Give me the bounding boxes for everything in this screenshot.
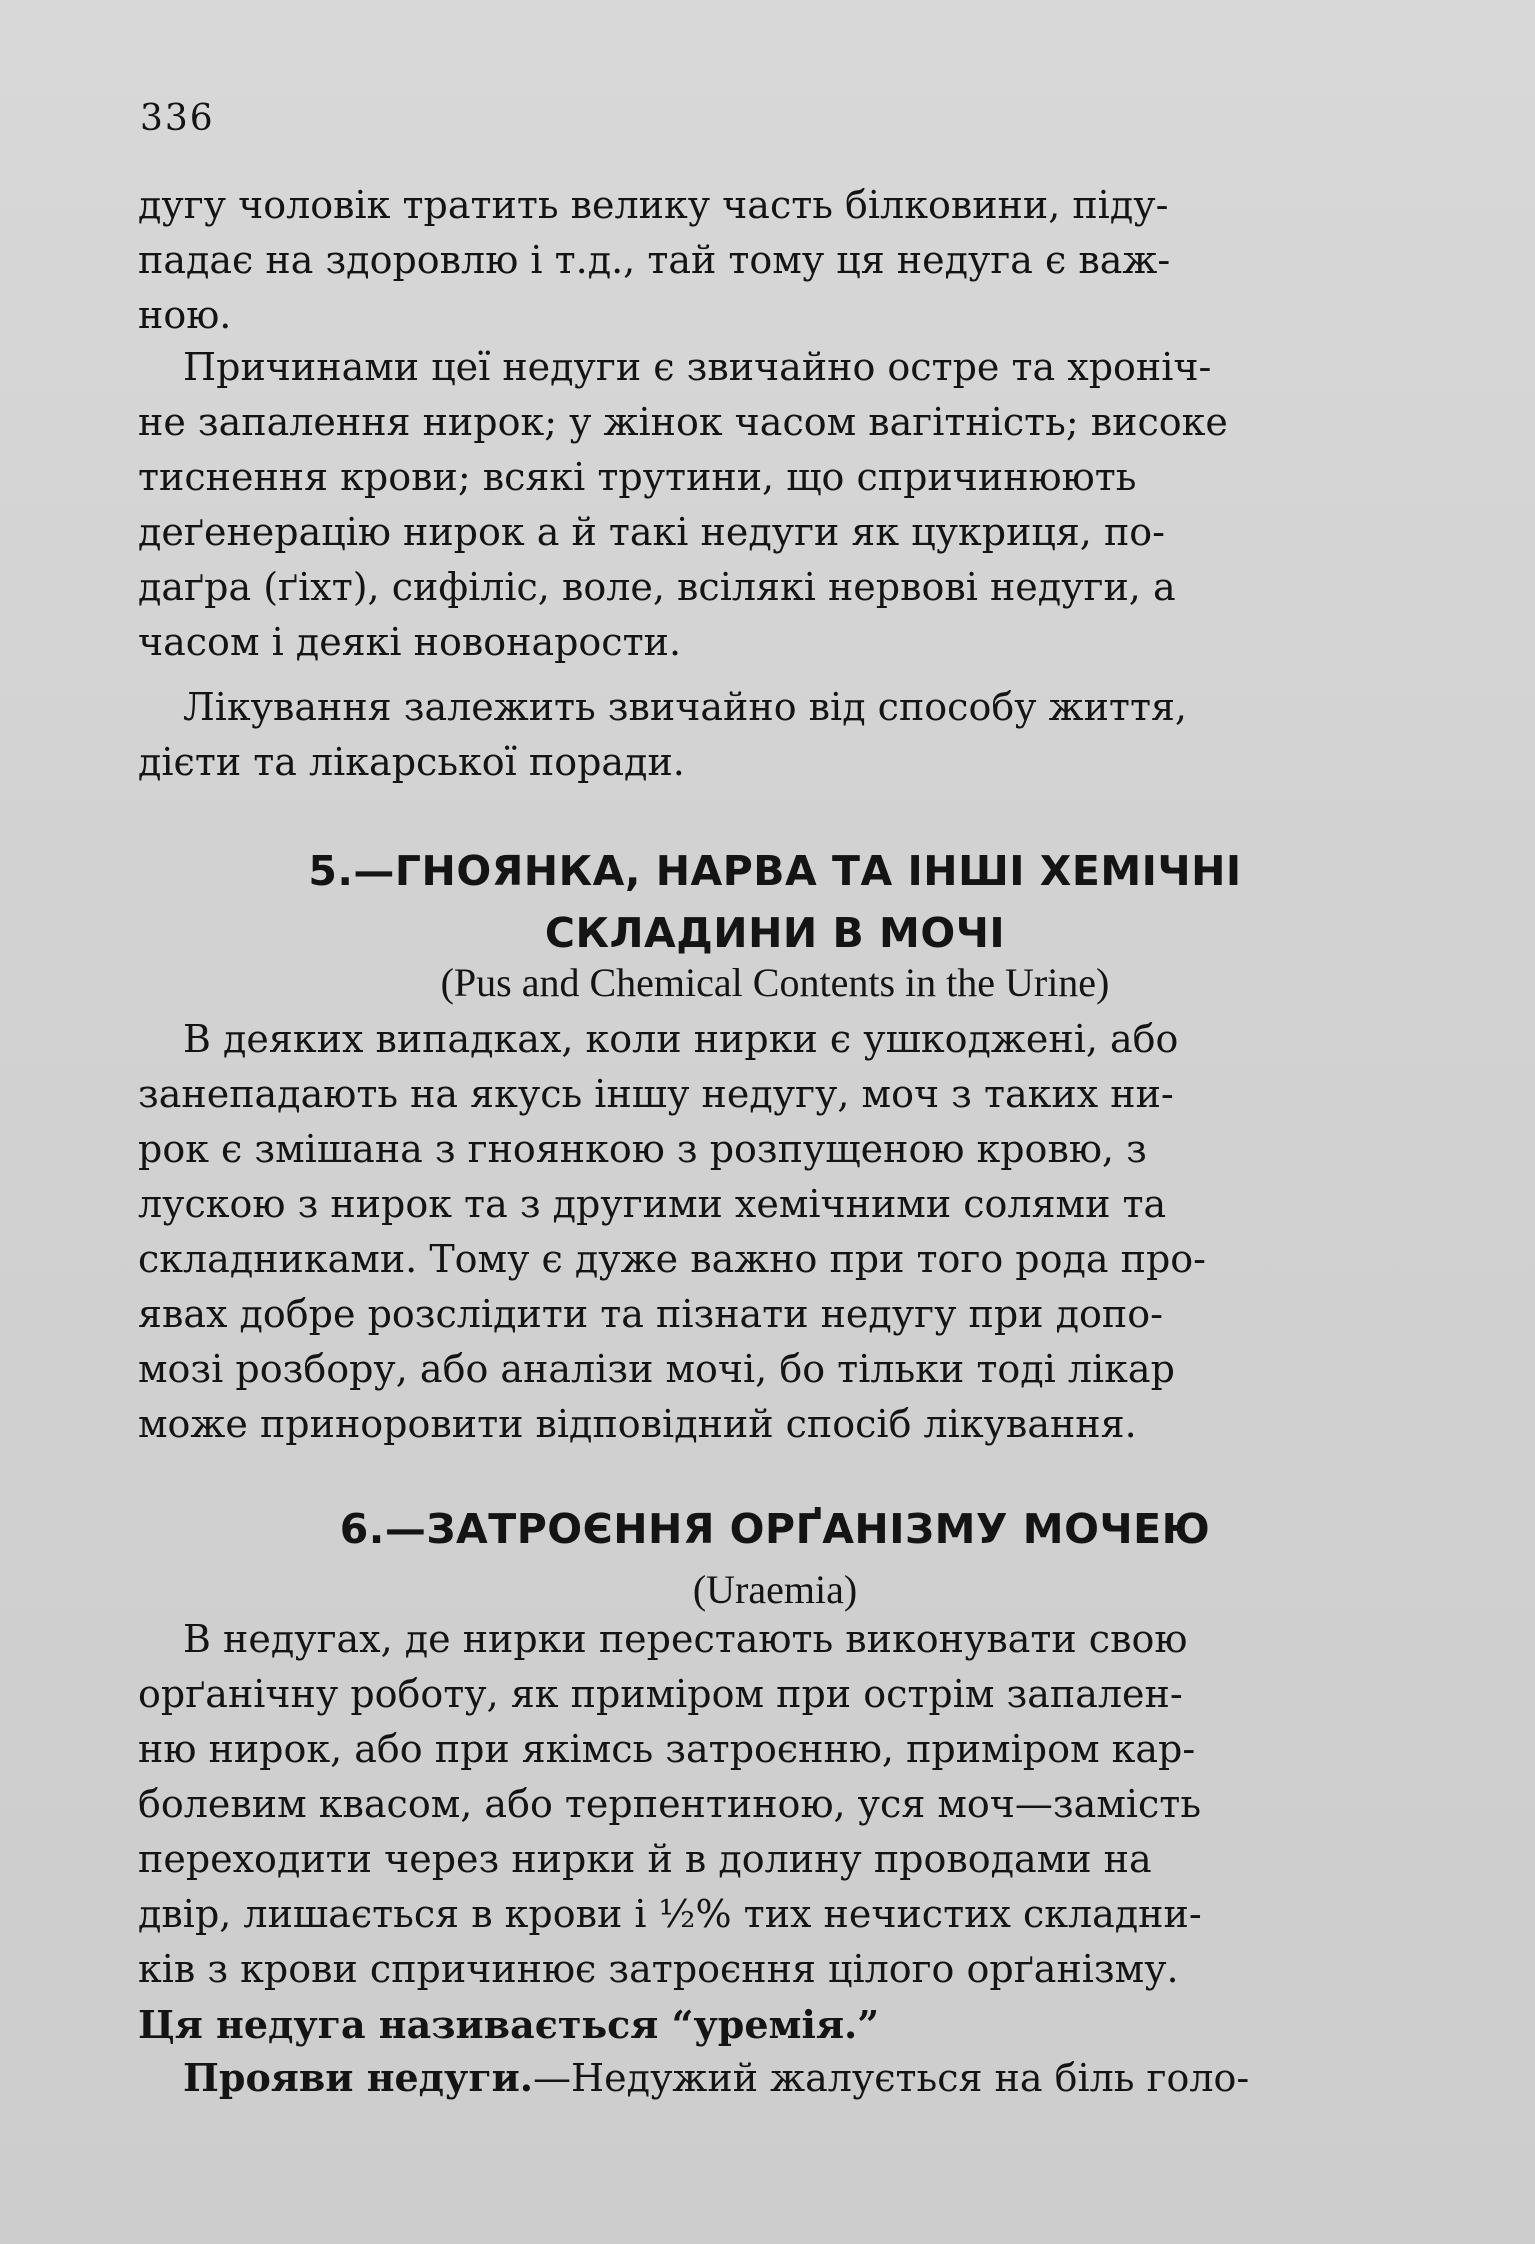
page-number: 336 [140, 98, 215, 139]
symptoms-lead: Прояви недуги. [183, 2055, 534, 2100]
text-line: В недугах, де нирки перестають виконувати свою [183, 1617, 1188, 1661]
text-line: Лікування залежить звичайно від способу життя, [183, 685, 1188, 729]
text-line: В деяких випадках, коли нирки є ушкоджені, або [183, 1017, 1179, 1061]
text-line: тиснення крови; всякі трутини, що спричинюють [138, 455, 1137, 499]
text-line: орґанічну роботу, як приміром при острім запален- [138, 1672, 1183, 1716]
text-line: дугу чоловік тратить велику часть білковини, піду- [138, 183, 1169, 227]
text-line: ків з крови спричинює затроєння цілого орґанізму. [138, 1947, 1179, 1991]
text-line: падає на здоровлю і т.д., тай тому ця недуга є важ- [138, 238, 1171, 282]
text-line [138, 2050, 1412, 2106]
text-line: деґенерацію нирок а й такі недуги як цукриця, по- [138, 510, 1166, 554]
text-line: лускою з нирок та з другими хемічними солями та [138, 1182, 1167, 1226]
text-line: двір, лишається в крови і ½% тих нечистих складни- [138, 1892, 1202, 1936]
symptoms-text: —Недужий жалується на біль голо- [533, 2056, 1250, 2100]
section-5-paragraph [138, 1012, 1412, 1452]
text-line: ною. [138, 293, 232, 337]
text-line: часом і деякі новонарости. [138, 620, 682, 664]
section-5-subtitle: (Pus and Chemical Contents in the Urine) [440, 960, 1110, 1005]
treatment-paragraph [138, 680, 1412, 790]
section-5-heading [138, 840, 1412, 964]
text-line: може приноровити відповідний спосіб лікування. [138, 1402, 1137, 1446]
text-line: занепадають на якусь іншу недугу, моч з таких ни- [138, 1072, 1174, 1116]
section-6-paragraph [138, 1612, 1412, 2052]
section-6-subtitle: (Uraemia) [692, 1567, 858, 1612]
text-line: явах добре розслідити та пізнати недугу при допо- [138, 1292, 1163, 1336]
text-line: Ця недуга називається “уремія.” [138, 2002, 880, 2047]
causes-paragraph [138, 340, 1412, 670]
text-line: переходити через нирки й в долину проводами на [138, 1837, 1152, 1881]
text-line: даґра (ґіхт), сифіліс, воле, всілякі нервові недуги, а [138, 565, 1176, 609]
text-line: ню нирок, або при якімсь затроєнню, приміром кар- [138, 1727, 1196, 1771]
section-5-heading-line-1: 5.—ГНОЯНКА, НАРВА ТА ІНШІ ХЕМІЧНІ [308, 847, 1242, 895]
text-line: дієти та лікарської поради. [138, 740, 685, 784]
intro-paragraph [138, 178, 1412, 343]
text-line: рок є змішана з гноянкою з розпущеною кровю, з [138, 1127, 1147, 1171]
section-6-heading: 6.—ЗАТРОЄННЯ ОРҐАНІЗМУ МОЧЕЮ [339, 1505, 1211, 1553]
text-line: не запалення нирок; у жінок часом вагітність; високе [138, 400, 1228, 444]
text-line: мозі розбору, або аналізи мочі, бо тільки тоді лікар [138, 1347, 1175, 1391]
section-5-heading-line-2: СКЛАДИНИ В МОЧІ [544, 909, 1006, 957]
text-line: Причинами цеї недуги є звичайно остре та хроніч- [183, 345, 1212, 389]
symptoms-paragraph [138, 2050, 1412, 2106]
text-line: болевим квасом, або терпентиною, уся моч—замість [138, 1782, 1202, 1826]
text-line: складниками. Тому є дуже важно при того рода про- [138, 1237, 1207, 1281]
